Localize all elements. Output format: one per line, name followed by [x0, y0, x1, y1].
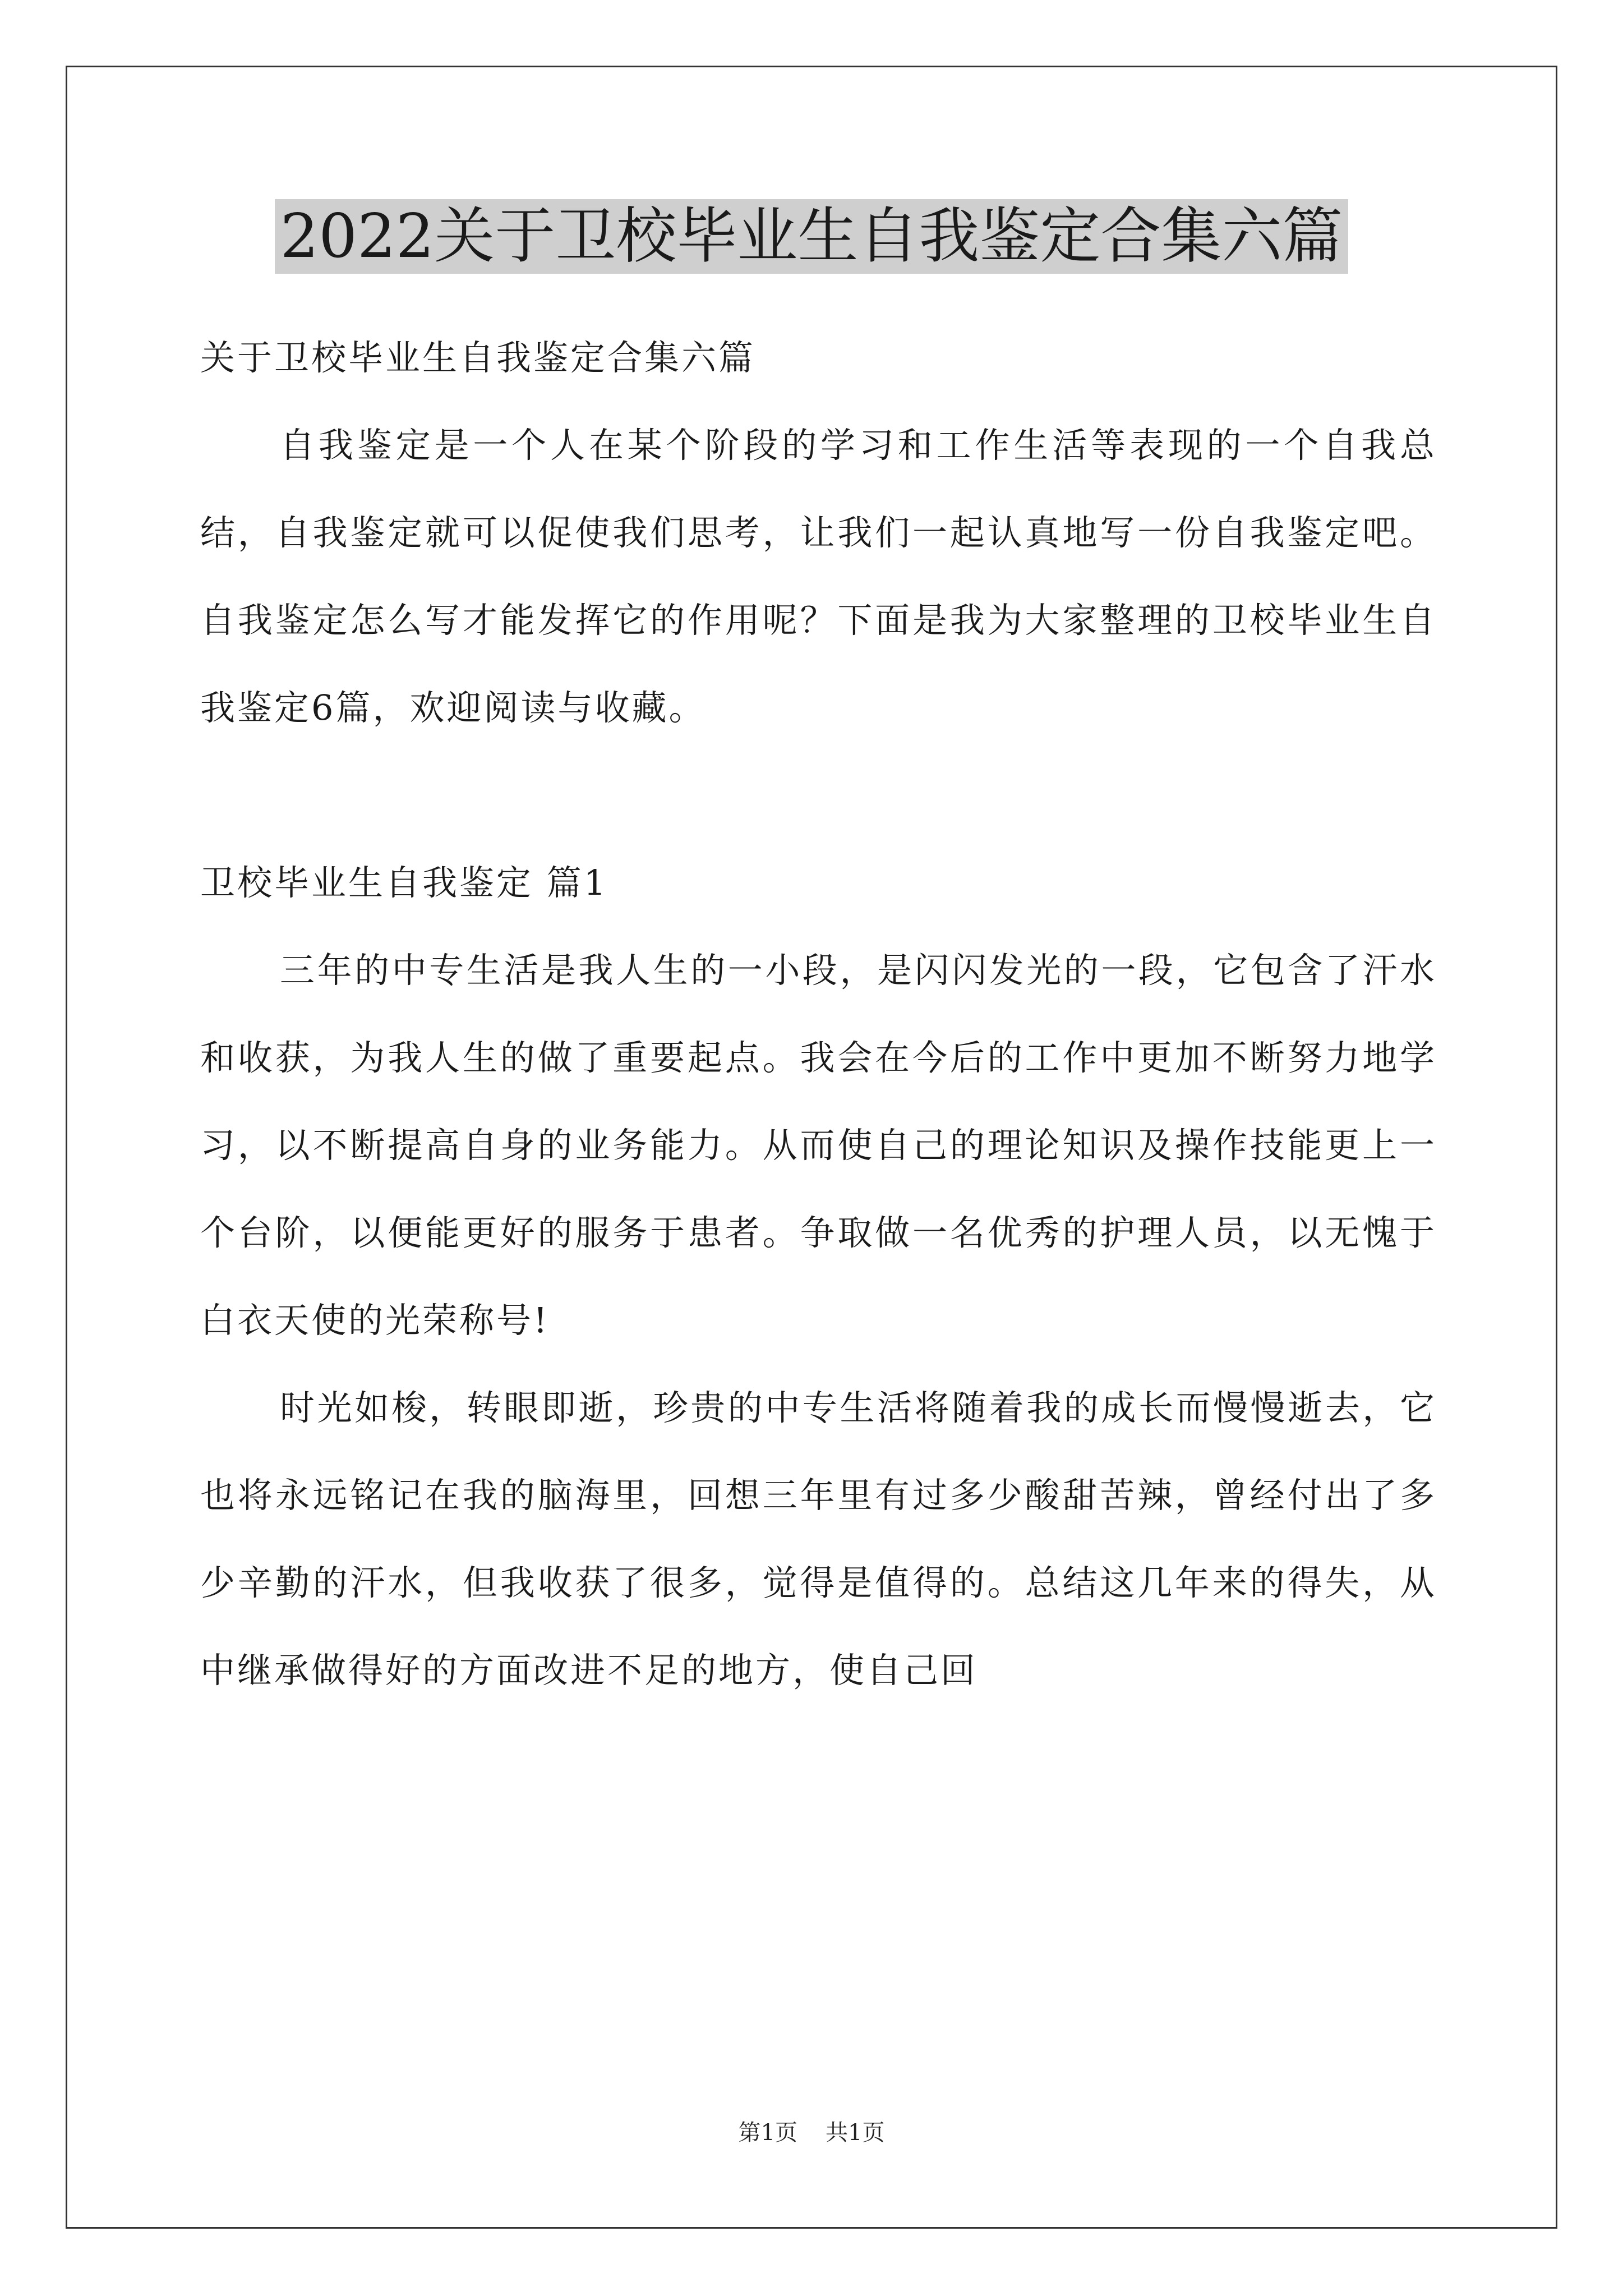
- body-paragraph-2: 时光如梭，转眼即逝，珍贵的中专生活将随着我的成长而慢慢逝去，它也将永远铭记在我的脑海里，回想三年里有过多少酸甜苦辣，曾经付出了多少辛勤的汗水，但我收获了很多，觉得是值得的。总结这几年来的得失，从中继承做得好的方面改进不足的地方，使自己回: [200, 1387, 1437, 1691]
- document-body: [200, 314, 1437, 1714]
- document-title: [0, 197, 1623, 276]
- footer-page-current: 第1页: [738, 2120, 797, 2146]
- document-subtitle: 关于卫校毕业生自我鉴定合集六篇: [200, 337, 756, 378]
- footer-page-total: 共1页: [826, 2120, 885, 2146]
- intro-paragraph: 自我鉴定是一个人在某个阶段的学习和工作生活等表现的一个自我总结，自我鉴定就可以促使我们思考，让我们一起认真地写一份自我鉴定吧。自我鉴定怎么写才能发挥它的作用呢？下面是我为大家整理的卫校毕业生自我鉴定6篇，欢迎阅读与收藏。: [200, 425, 1437, 728]
- body-paragraph-1: 三年的中专生活是我人生的一小段，是闪闪发光的一段，它包含了汗水和收获，为我人生的做了重要起点。我会在今后的工作中更加不断努力地学习，以不断提高自身的业务能力。从而使自己的理论知识及操作技能更上一个台阶，以便能更好的服务于患者。争取做一名优秀的护理人员，以无愧于白衣天使的光荣称号!: [200, 950, 1437, 1341]
- page-footer: [0, 2116, 1623, 2150]
- document-title-text: 2022关于卫校毕业生自我鉴定合集六篇: [275, 199, 1349, 274]
- paragraph-gap: [200, 752, 1437, 839]
- section-heading: 卫校毕业生自我鉴定 篇1: [200, 862, 608, 903]
